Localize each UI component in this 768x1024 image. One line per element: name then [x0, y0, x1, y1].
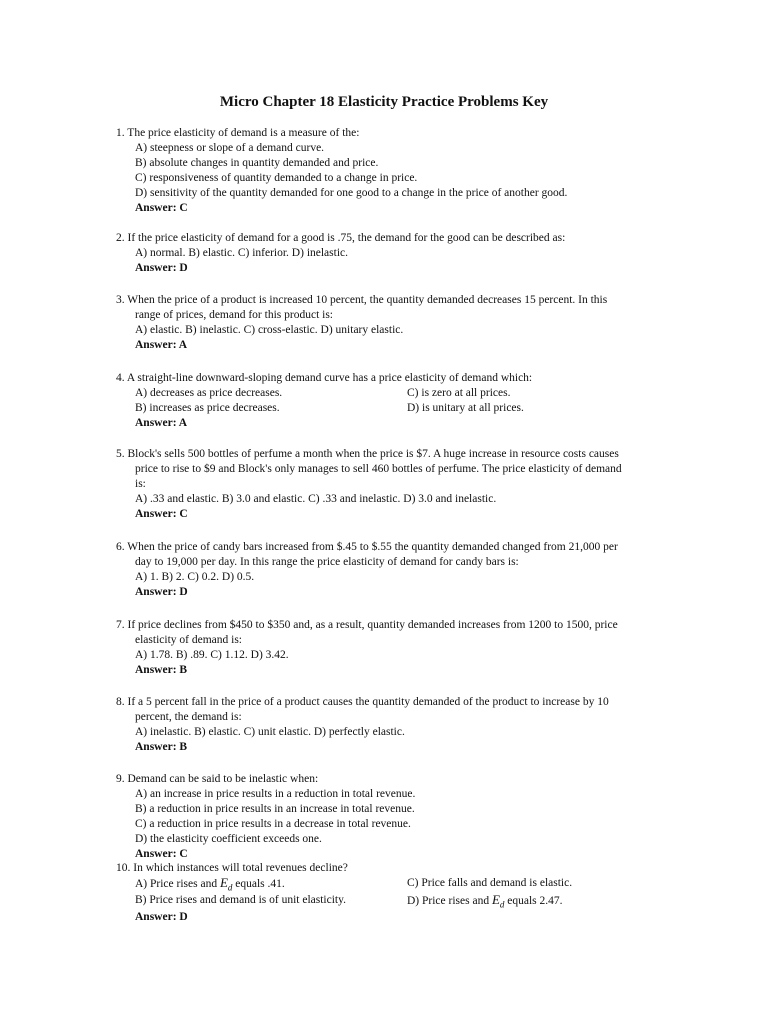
answer: Answer: C — [135, 202, 188, 214]
option-text: equals 2.47. — [504, 895, 563, 907]
question-text: 2. If the price elasticity of demand for a good is .75, the demand for the good can be described as: — [116, 232, 566, 244]
option-text: D) Price rises and — [407, 895, 492, 907]
option-b: B) a reduction in price results in an increase in total revenue. — [135, 803, 415, 815]
answer: Answer: D — [135, 262, 188, 274]
options-inline: A) .33 and elastic. B) 3.0 and elastic. C) .33 and inelastic. D) 3.0 and inelastic. — [135, 493, 497, 505]
question-text: 10. In which instances will total revenues decline? — [116, 862, 348, 874]
option-text: A) Price rises and — [135, 878, 220, 890]
answer: Answer: C — [135, 508, 188, 520]
answer: Answer: A — [135, 339, 188, 351]
question-text-continued: elasticity of demand is: — [135, 634, 242, 646]
answer: Answer: B — [135, 741, 188, 753]
options-inline: A) elastic. B) inelastic. C) cross-elastic. D) unitary elastic. — [135, 324, 404, 336]
question-text: 5. Block's sells 500 bottles of perfume a month when the price is $7. A huge increase in resource costs causes — [116, 448, 619, 460]
option-b: B) Price rises and demand is of unit elasticity. — [135, 894, 346, 906]
option-a — [135, 876, 285, 895]
question-text: 7. If price declines from $450 to $350 and, as a result, quantity demanded increases from 1200 to 1500, price — [116, 619, 618, 631]
option-c: C) responsiveness of quantity demanded to a change in price. — [135, 172, 418, 184]
question-text: 6. When the price of candy bars increased from $.45 to $.55 the quantity demanded changed from 21,000 per — [116, 541, 618, 553]
question-text: 4. A straight-line downward-sloping demand curve has a price elasticity of demand which: — [116, 372, 533, 384]
elasticity-symbol: $E_d$ — [219, 875, 233, 893]
option-a: A) steepness or slope of a demand curve. — [135, 142, 325, 154]
page-title: Micro Chapter 18 Elasticity Practice Problems Key — [219, 94, 549, 110]
answer: Answer: B — [135, 664, 188, 676]
options-inline: A) 1.78. B) .89. C) 1.12. D) 3.42. — [135, 649, 289, 661]
question-text: 3. When the price of a product is increased 10 percent, the quantity demanded decreases 15 percent. In this — [116, 294, 608, 306]
question-text: 8. If a 5 percent fall in the price of a product causes the quantity demanded of the product to increase by 10 — [116, 696, 609, 708]
option-d: D) sensitivity of the quantity demanded for one good to a change in the price of another good. — [135, 187, 568, 199]
question-text: 9. Demand can be said to be inelastic when: — [116, 773, 319, 785]
option-c: C) a reduction in price results in a decrease in total revenue. — [135, 818, 411, 830]
option-b: B) increases as price decreases. — [135, 402, 280, 414]
option-d — [407, 893, 563, 912]
option-b: B) absolute changes in quantity demanded and price. — [135, 157, 379, 169]
option-d: D) is unitary at all prices. — [407, 402, 524, 414]
elasticity-symbol: $E_d$ — [491, 892, 505, 910]
answer: Answer: C — [135, 848, 188, 860]
option-a: A) an increase in price results in a reduction in total revenue. — [135, 788, 416, 800]
options-inline: A) 1. B) 2. C) 0.2. D) 0.5. — [135, 571, 255, 583]
option-d: D) the elasticity coefficient exceeds one. — [135, 833, 322, 845]
option-a: A) decreases as price decreases. — [135, 387, 283, 399]
option-c: C) Price falls and demand is elastic. — [407, 877, 573, 889]
answer: Answer: D — [135, 911, 188, 923]
question-text-continued: is: — [135, 478, 146, 490]
options-inline: A) normal. B) elastic. C) inferior. D) inelastic. — [135, 247, 349, 259]
option-text: equals .41. — [232, 878, 285, 890]
question-text-continued: range of prices, demand for this product is: — [135, 309, 333, 321]
question-text-continued: day to 19,000 per day. In this range the price elasticity of demand for candy bars is: — [135, 556, 519, 568]
options-inline: A) inelastic. B) elastic. C) unit elastic. D) perfectly elastic. — [135, 726, 405, 738]
question-text-continued: percent, the demand is: — [135, 711, 242, 723]
question-text-continued: price to rise to $9 and Block's only manages to sell 460 bottles of perfume. The price elasticity of demand — [135, 463, 622, 475]
answer: Answer: D — [135, 586, 188, 598]
answer: Answer: A — [135, 417, 188, 429]
question-text: 1. The price elasticity of demand is a measure of the: — [116, 127, 360, 139]
option-c: C) is zero at all prices. — [407, 387, 511, 399]
